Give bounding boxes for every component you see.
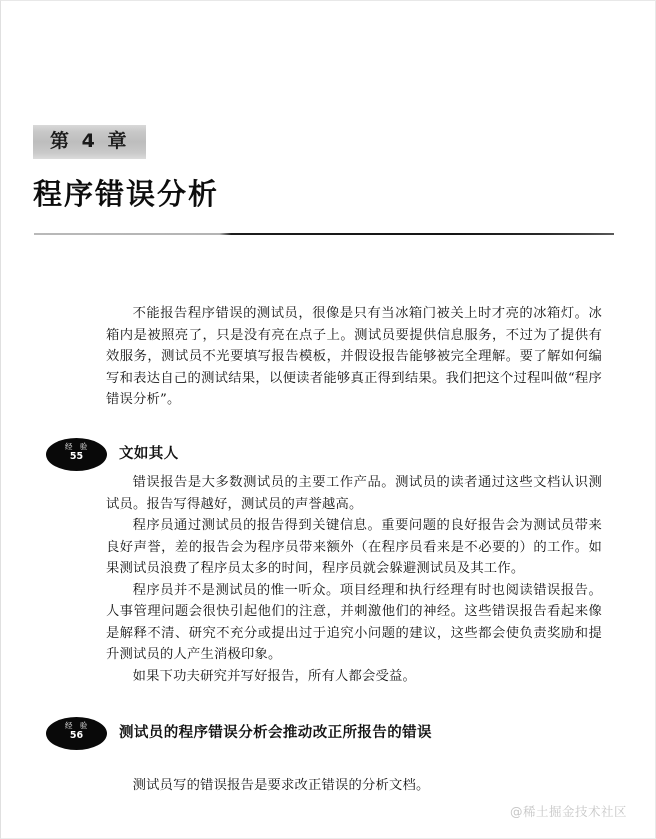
experience-body-56: [106, 775, 602, 797]
experience-badge-number: 55: [69, 451, 84, 462]
paragraph: 程序员并不是测试员的惟一听众。项目经理和执行经理有时也阅读错误报告。人事管理问题会很快引起他们的注意，并刺激他们的神经。这些错误报告看起来像是解释不清、研究不充分或提出过于追究小问题的建议，这些都会使负责奖励和提升测试员的人产生消极印象。: [106, 582, 602, 662]
experience-badge-number: 56: [69, 730, 84, 741]
experience-section-55: [46, 438, 616, 687]
paragraph: 测试员写的错误报告是要求改正错误的分析文档。: [132, 778, 430, 793]
experience-badge-label: 经 验: [65, 442, 90, 451]
experience-heading-55: [46, 438, 616, 472]
experience-badge-55: [46, 438, 107, 471]
paragraph: 程序员通过测试员的报告得到关键信息。重要问题的良好报告会为测试员带来良好声誉，差的报告会为程序员带来额外（在程序员看来是不必要的）的工作。如果测试员浪费了程序员太多的时间，程序员就会躲避测试员及其工作。: [106, 518, 602, 576]
experience-badge-label: 经 验: [65, 721, 90, 730]
experience-title-55: 文如其人: [119, 446, 179, 462]
paragraph: 错误报告是大多数测试员的主要工作产品。测试员的读者通过这些文档认识测试员。报告写得越好，测试员的声誉越高。: [106, 475, 602, 512]
experience-badge-56: [46, 717, 107, 750]
paragraph: 如果下功夫研究并写好报告，所有人都会受益。: [132, 668, 417, 684]
intro-block: [106, 303, 602, 411]
experience-heading-56: [46, 717, 616, 751]
experience-title-56: 测试员的程序错误分析会推动改正所报告的错误: [119, 725, 432, 741]
title-divider: [34, 233, 614, 235]
page-title: 程序错误分析: [33, 177, 220, 211]
watermark: @稀土掘金技术社区: [509, 804, 627, 819]
intro-paragraph: 不能报告程序错误的测试员，很像是只有当冰箱门被关上时才亮的冰箱灯。冰箱内是被照亮了，只是没有亮在点子上。测试员要提供信息服务，不过为了提供有效服务，测试员不光要填写报告模板，并假设报告能够被完全理解。要了解如何编写和表达自己的测试结果，以便读者能够真正得到结果。我们把这个过程叫做“程序错误分析”。: [106, 306, 602, 407]
experience-body-55: [106, 472, 602, 687]
chapter-number-badge: 第 4 章: [33, 125, 146, 159]
chapter-header: [33, 125, 146, 159]
experience-section-56: [46, 717, 616, 797]
